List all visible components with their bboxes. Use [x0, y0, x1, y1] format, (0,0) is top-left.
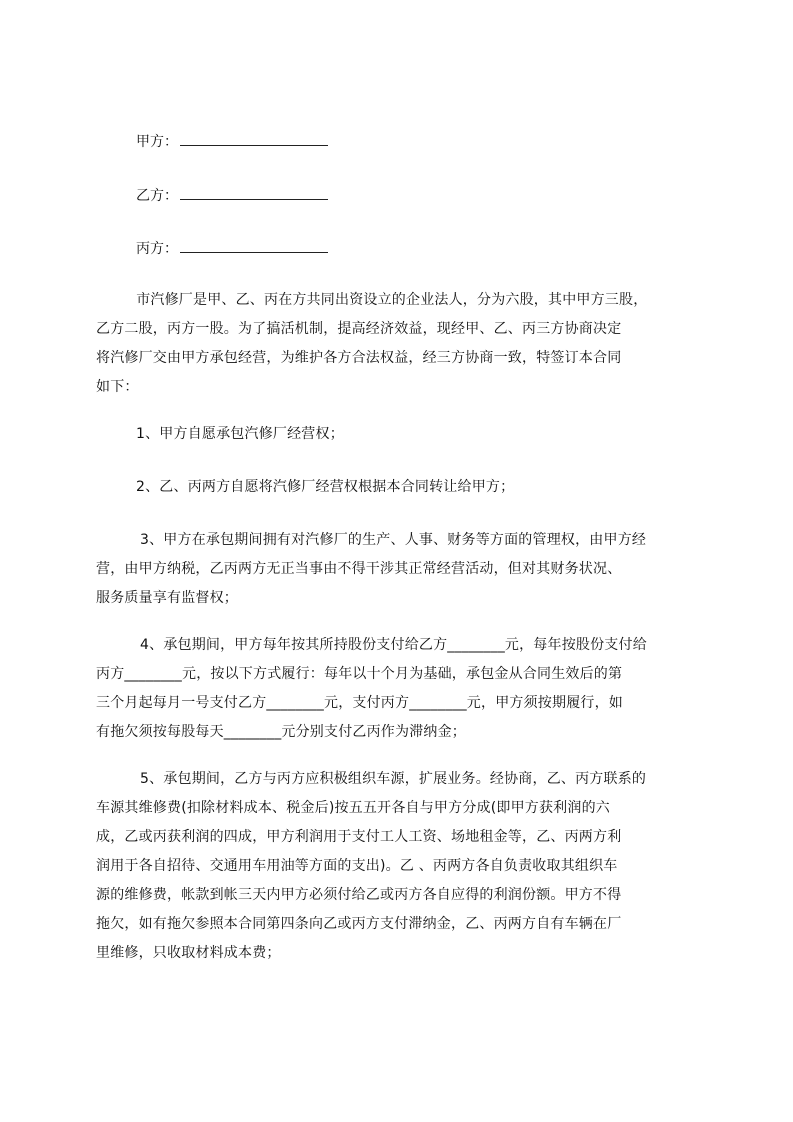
- party-jia-blank: [180, 131, 328, 146]
- intro-line: 市汽修厂是甲、乙、丙在方共同出资设立的企业法人，分为六股，其中甲方三股，: [122, 292, 648, 308]
- intro-line: 如下：: [96, 379, 139, 395]
- party-yi-blank: [180, 185, 328, 200]
- clause-line: 5、承包期间，乙方与丙方应积极组织车源，扩展业务。经协商，乙、丙方联系的: [140, 771, 647, 787]
- party-bing: [136, 238, 328, 259]
- clause-4: [96, 631, 708, 747]
- party-bing-label: 丙方：: [136, 241, 178, 257]
- party-jia: [136, 131, 328, 152]
- clause-line: 丙方________元，按以下方式履行：每年以十个月为基础，承包金从合同生效后的第: [96, 666, 623, 682]
- clause-line: 服务质量享有监督权；: [96, 590, 238, 606]
- party-yi-label: 乙方：: [136, 188, 178, 204]
- party-bing-blank: [180, 238, 328, 253]
- intro-line: 将汽修厂交由甲方承包经营，为维护各方合法权益，经三方协商一致，特签订本合同: [96, 350, 622, 366]
- clause-line: 润用于各自招待、交通用车用油等方面的支出)。乙 、丙两方各自负责收取其组织车: [96, 858, 618, 874]
- clause-line: 3、甲方在承包期间拥有对汽修厂的生产、人事、财务等方面的管理权，由甲方经: [140, 532, 647, 548]
- clause-line: 4、承包期间，甲方每年按其所持股份支付给乙方________元，每年按股份支付给: [140, 637, 647, 653]
- clause-line: 成，乙或丙获利润的四成，甲方利润用于支付工人工资、场地租金等，乙、丙两方利: [96, 829, 622, 845]
- party-jia-label: 甲方：: [136, 134, 178, 150]
- clause-line: 营，由甲方纳税，乙丙两方无正当事由不得干涉其正常经营活动，但对其财务状况、: [96, 561, 622, 577]
- clause-line: 车源其维修费(扣除材料成本、税金后)按五五开各自与甲方分成(即甲方获利润的六: [96, 800, 610, 816]
- clause-line: 里维修，只收取材料成本费；: [96, 945, 281, 961]
- clause-line: 拖欠，如有拖欠参照本合同第四条向乙或丙方支付滞纳金，乙、丙两方自有车辆在厂: [96, 916, 622, 932]
- clause-line: 1、甲方自愿承包汽修厂经营权；: [136, 426, 344, 442]
- clause-line: 三个月起每月一号支付乙方________元，支付丙方________元，甲方须按期履行，如: [96, 695, 623, 711]
- clause-2: [96, 473, 708, 502]
- clause-1: [96, 420, 708, 449]
- clause-3: [96, 526, 708, 613]
- clause-line: 2、乙、丙两方自愿将汽修厂经营权根据本合同转让给甲方；: [136, 479, 515, 495]
- clause-line: 有拖欠须按每股每天________元分别支付乙丙作为滞纳金；: [96, 724, 466, 740]
- intro-paragraph: [96, 286, 708, 402]
- clause-5: [96, 765, 708, 968]
- intro-line: 乙方二股，丙方一股。为了搞活机制，提高经济效益，现经甲、乙、丙三方协商决定: [96, 321, 622, 337]
- clause-line: 源的维修费，帐款到帐三天内甲方必须付给乙或丙方各自应得的利润份额。甲方不得: [96, 887, 622, 903]
- party-yi: [136, 185, 328, 206]
